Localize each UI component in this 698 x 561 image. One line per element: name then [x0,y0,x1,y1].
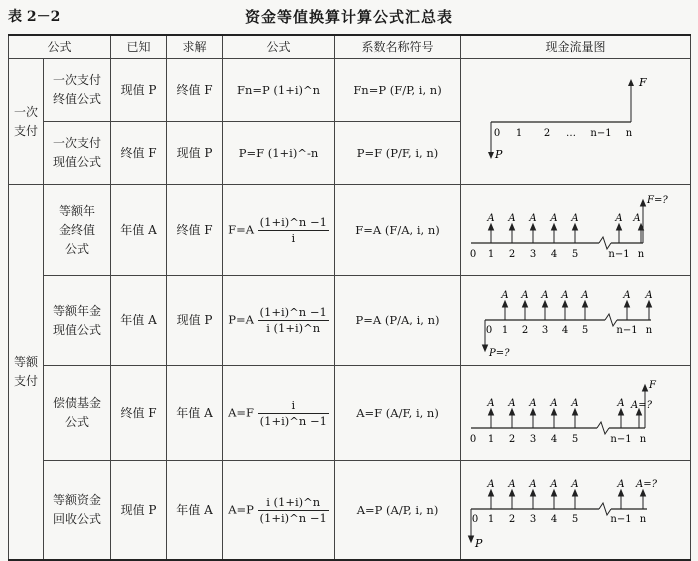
A-label: A [571,213,579,224]
tick-label: 5 [571,249,579,260]
A-label: A [487,213,495,224]
tick-label: 5 [571,434,579,445]
fraction-numerator: i [258,398,329,414]
tick-label: 0 [471,514,479,525]
tick-label: n−1 [616,325,638,336]
col-header-coef: 系数名称符号 [335,35,461,59]
solve-cell: 现值 P [167,276,223,366]
tick-label: 4 [550,434,558,445]
formula-lhs: A=F [228,405,255,419]
formula-name [44,461,111,561]
tick-label: n [645,325,653,336]
P-query-label: P=? [489,348,510,359]
A-label: A [508,213,516,224]
A-label: A [633,213,641,224]
fraction-denominator: i [291,230,296,245]
A-label: A [550,479,558,490]
F-label: F [649,380,656,391]
A-label: A [645,290,653,301]
coef-cell: P=A (P/A, i, n) [335,276,461,366]
formula-name [44,185,111,276]
col-header-formula2: 公式 [223,35,335,59]
A-label: A [550,213,558,224]
coef-cell: A=F (A/F, i, n) [335,366,461,461]
col-header-cashflow: 现金流量图 [461,35,691,59]
fraction-numerator: i (1+i)^n [258,495,329,511]
solve-cell: 年值 A [167,366,223,461]
solve-cell: 现值 P [167,122,223,185]
tick-label: 0 [469,249,477,260]
A-label: A [508,398,516,409]
tick-label: 2 [508,514,516,525]
A-label: A [487,398,495,409]
tick-label: 3 [529,514,537,525]
header-row [9,35,691,59]
formula-fraction [258,215,329,246]
formula-name [44,122,111,185]
A-label: A [571,398,579,409]
tick-label: 0 [493,127,501,139]
tick-label: 2 [508,249,516,260]
known-cell: 年值 A [111,185,167,276]
cashflow-diagram-single [461,59,691,185]
fraction-denominator: i (1+i)^n [266,321,321,335]
tick-label: 5 [571,514,579,525]
solve-cell: 终值 F [167,185,223,276]
A-label: A [617,398,625,409]
formula-fraction [258,495,329,526]
annuity-present-diagram [461,276,691,365]
group-label: 一次支付 [13,104,38,138]
A-label: A [581,290,589,301]
F-query-label: F=? [647,195,668,206]
A-label: A [615,213,623,224]
tick-label: … [566,127,577,139]
A-label: A [561,290,569,301]
sinking-fund-diagram [461,366,691,460]
formula-cell [223,122,335,185]
A-label: A [521,290,529,301]
tick-label: 1 [501,325,509,336]
tick-label: n [637,249,645,260]
col-header-formula: 公式 [9,35,111,59]
A-label: A [571,479,579,490]
formula-cell [223,276,335,366]
formula-lhs: P=A [228,312,254,327]
cashflow-diagram [461,276,691,366]
A-label: A [501,290,509,301]
tick-label: 1 [515,127,523,139]
annuity-future-diagram [461,185,691,275]
A-label: A [529,398,537,409]
name-text: 一次支付现值公式 [52,136,101,169]
formula-text: Fn=P (1+i)^n [236,82,321,97]
A-label: A [623,290,631,301]
fraction-numerator: (1+i)^n −1 [259,214,327,229]
formula-name [44,59,111,122]
name-text: 一次支付终值公式 [52,73,101,106]
name-text: 等额年金现值公式 [52,303,101,337]
tick-label: 2 [543,127,551,139]
known-cell: 现值 P [111,461,167,561]
capital-recovery-diagram [461,461,691,559]
formula-lhs: A=P [228,502,254,516]
solve-cell: 年值 A [167,461,223,561]
tick-label: n [639,434,647,445]
cashflow-diagram [461,366,691,461]
A-query-label: A=? [631,400,652,411]
table-row [9,276,691,366]
A-query-label: A=? [636,479,657,490]
fraction-denominator: (1+i)^n −1 [259,510,327,525]
table-row [9,366,691,461]
formula-text: P=F (1+i)^-n [238,145,319,160]
table-header [0,0,698,34]
coef-cell: Fn=P (F/P, i, n) [335,59,461,122]
table-row [9,59,691,122]
formula-summary-table [8,34,691,561]
formula-cell [223,366,335,461]
formula-cell [223,461,335,561]
table-title: 资金等值换算计算公式汇总表 [244,8,453,26]
cashflow-diagram [461,185,691,276]
group-single-payment [9,59,44,185]
known-cell: 终值 F [111,366,167,461]
P-label: P [475,537,483,550]
col-header-solve: 求解 [167,35,223,59]
cashflow-diagram [461,461,691,561]
tick-label: n [639,514,647,525]
tick-label: 1 [487,514,495,525]
P-label: P [495,147,503,161]
A-label: A [550,398,558,409]
A-label: A [529,213,537,224]
tick-label: 2 [521,325,529,336]
formula-lhs: F=A [228,222,255,236]
tick-label: 3 [529,434,537,445]
tick-label: n−1 [608,249,630,260]
tick-label: 3 [541,325,549,336]
coef-cell: F=A (F/A, i, n) [335,185,461,276]
group-label: 等额支付 [13,355,38,388]
formula-fraction [258,398,329,429]
A-label: A [529,479,537,490]
known-cell: 年值 A [111,276,167,366]
col-header-known: 已知 [111,35,167,59]
A-label: A [487,479,495,490]
coef-cell: P=F (P/F, i, n) [335,122,461,185]
group-equal-payment [9,185,44,561]
tick-label: n−1 [590,127,612,139]
tick-label: 1 [487,434,495,445]
name-text: 等额年金终值公式 [58,203,95,256]
tick-label: 3 [529,249,537,260]
fraction-denominator: (1+i)^n −1 [259,413,327,428]
coef-cell: A=P (A/P, i, n) [335,461,461,561]
formula-name [44,366,111,461]
tick-label: n [625,127,633,139]
tick-label: n−1 [610,434,632,445]
table-row [9,461,691,561]
known-cell: 现值 P [111,59,167,122]
single-payment-diagram [461,60,691,184]
formula-name [44,276,111,366]
tick-label: 5 [581,325,589,336]
formula-fraction [258,305,329,336]
tick-label: n−1 [610,514,632,525]
name-text: 偿债基金公式 [52,396,101,429]
solve-cell: 终值 F [167,59,223,122]
F-label: F [639,75,647,89]
A-label: A [541,290,549,301]
formula-cell [223,185,335,276]
known-cell: 终值 F [111,122,167,185]
tick-label: 4 [550,249,558,260]
tick-label: 1 [487,249,495,260]
tick-label: 0 [469,434,477,445]
A-label: A [617,479,625,490]
name-text: 等额资金回收公式 [52,493,101,526]
fraction-numerator: (1+i)^n −1 [259,305,327,319]
tick-label: 4 [550,514,558,525]
tick-label: 2 [508,434,516,445]
tick-label: 0 [485,325,493,336]
A-label: A [508,479,516,490]
table-row [9,185,691,276]
formula-cell [223,59,335,122]
table-number: 表 2－2 [8,9,61,25]
tick-label: 4 [561,325,569,336]
